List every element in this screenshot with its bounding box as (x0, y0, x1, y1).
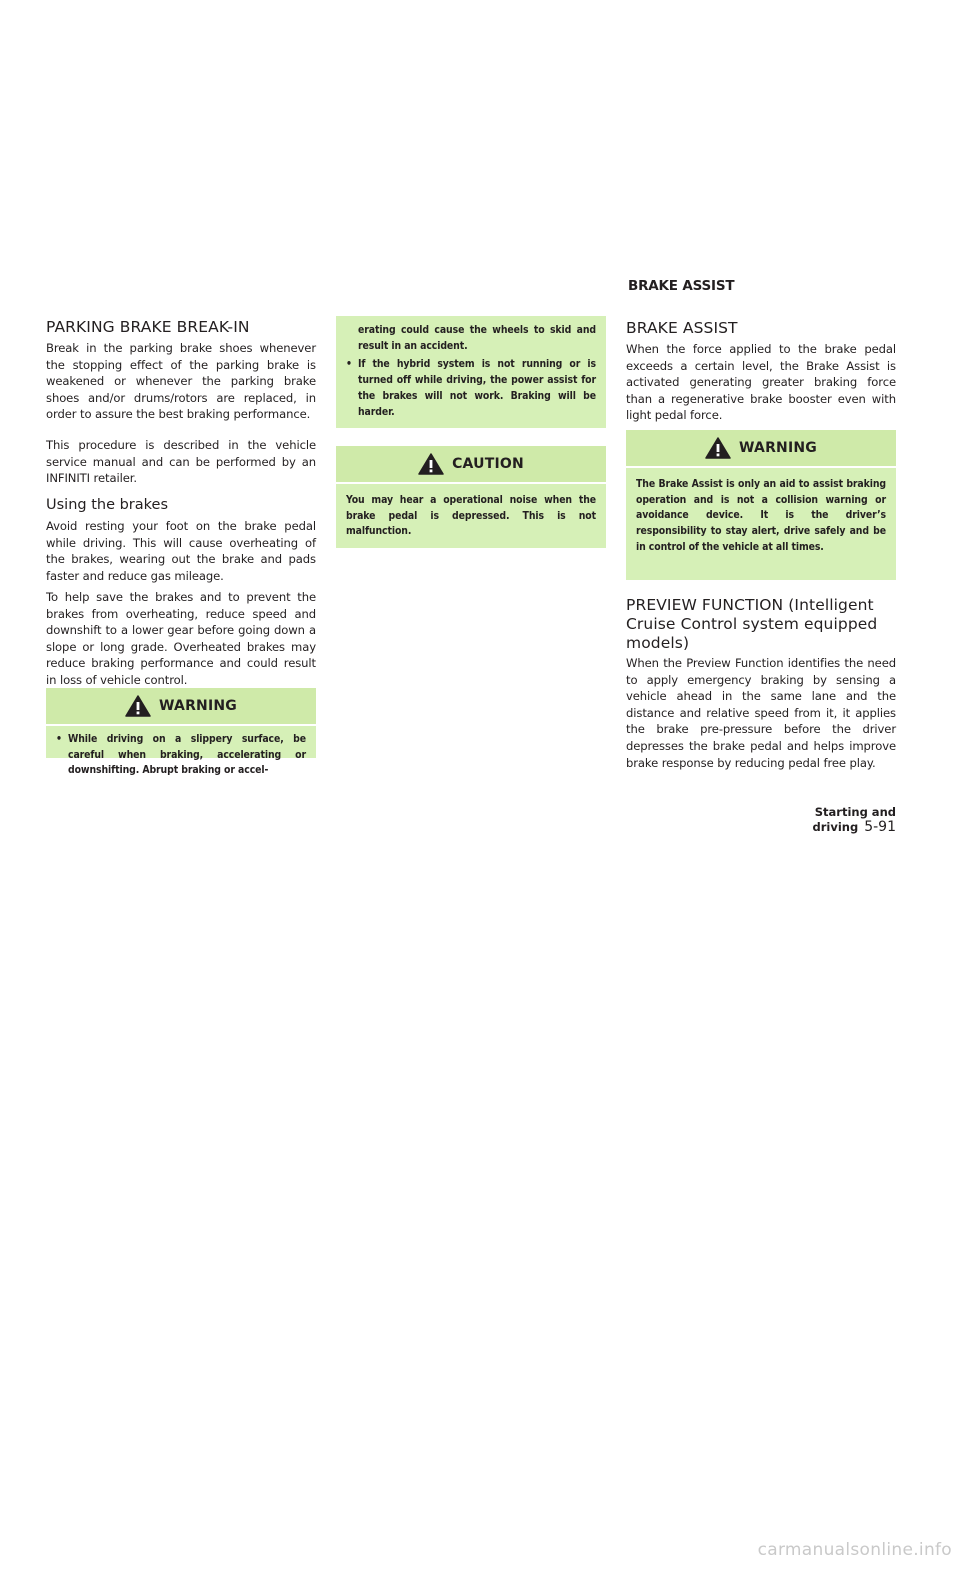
heading-parking-brake-break-in: PARKING BRAKE BREAK-IN (46, 318, 250, 336)
paragraph: Break in the parking brake shoes whenever the stopping effect of the parking brake is weakened or whenever the parking brake shoes and/or drums/rotors are replaced, in order to assure the best braking performance. (46, 341, 316, 422)
warning-title (626, 430, 896, 468)
warning-triangle-icon (125, 695, 151, 717)
warning-box (626, 430, 896, 580)
caution-box (336, 446, 606, 548)
list-item: • If the hybrid system is not running or is turned off while driving, the power assist for the brakes will not work. Braking will be harder. (346, 357, 596, 420)
list-item (346, 323, 596, 354)
paragraph: This procedure is described in the vehicle service manual and can be performed by an INFINITI retailer. (46, 438, 316, 486)
chapter-name: Starting and driving (812, 805, 896, 834)
warning-triangle-icon (705, 437, 731, 459)
paragraph: When the Preview Function identifies the need to apply emergency braking by sensing a vehicle ahead in the same lane and the distance and relative speed from it, it applies the brake pre-pressure before the driver depresses the brake pedal and helps improve brake response by reducing pedal free play. (626, 656, 896, 770)
warning-triangle-icon (418, 453, 444, 475)
list-item: • While driving on a slippery surface, be careful when braking, accelerating or downshifting. Abrupt braking or accel- (56, 732, 306, 779)
caution-title-text: CAUTION (452, 456, 524, 472)
caution-text: You may hear a operational noise when the brake pedal is depressed. This is not malfunction. (346, 494, 596, 538)
warning-text: While driving on a slippery surface, be careful when braking, accelerating or downshifting. Abrupt braking or accel- (68, 733, 306, 777)
heading-using-the-brakes: Using the brakes (46, 497, 169, 513)
warning-text: If the hybrid system is not running or is turned off while driving, the power assist for the brakes will not work. Braking will be harder. (358, 358, 596, 418)
caution-title (336, 446, 606, 484)
page-footer (748, 805, 896, 835)
paragraph: To help save the brakes and to prevent the brakes from overheating, reduce speed and downshift to a lower gear before going down a slope or long grade. Overheated brakes may reduce braking performance and could result in loss of vehicle control. (46, 590, 316, 687)
page-number: 5-91 (864, 819, 896, 835)
paragraph: Avoid resting your foot on the brake pedal while driving. This will cause overheating of the brakes, wearing out the brake and pads faster and reduce gas mileage. (46, 519, 316, 583)
warning-title-text: WARNING (739, 440, 817, 456)
warning-title (46, 688, 316, 726)
warning-title-text: WARNING (159, 698, 237, 714)
paragraph: When the force applied to the brake pedal exceeds a certain level, the Brake Assist is activated generating greater braking force than a regenerative brake booster even with light pedal force. (626, 342, 896, 423)
section-header: BRAKE ASSIST (628, 278, 735, 294)
warning-text: erating could cause the wheels to skid and result in an accident. (358, 324, 596, 352)
warning-box-continued (336, 316, 606, 428)
warning-box (46, 688, 316, 777)
warning-text: The Brake Assist is only an aid to assist braking operation and is not a collision warning or avoidance device. It is the driver’s responsibility to stay alert, drive safely and be in control of the vehicle at all times. (636, 478, 886, 553)
watermark: carmanualsonline.info (757, 1540, 952, 1560)
heading-brake-assist: BRAKE ASSIST (626, 319, 738, 337)
heading-preview-function: PREVIEW FUNCTION (Intelligent Cruise Control system equipped models) (626, 596, 878, 652)
